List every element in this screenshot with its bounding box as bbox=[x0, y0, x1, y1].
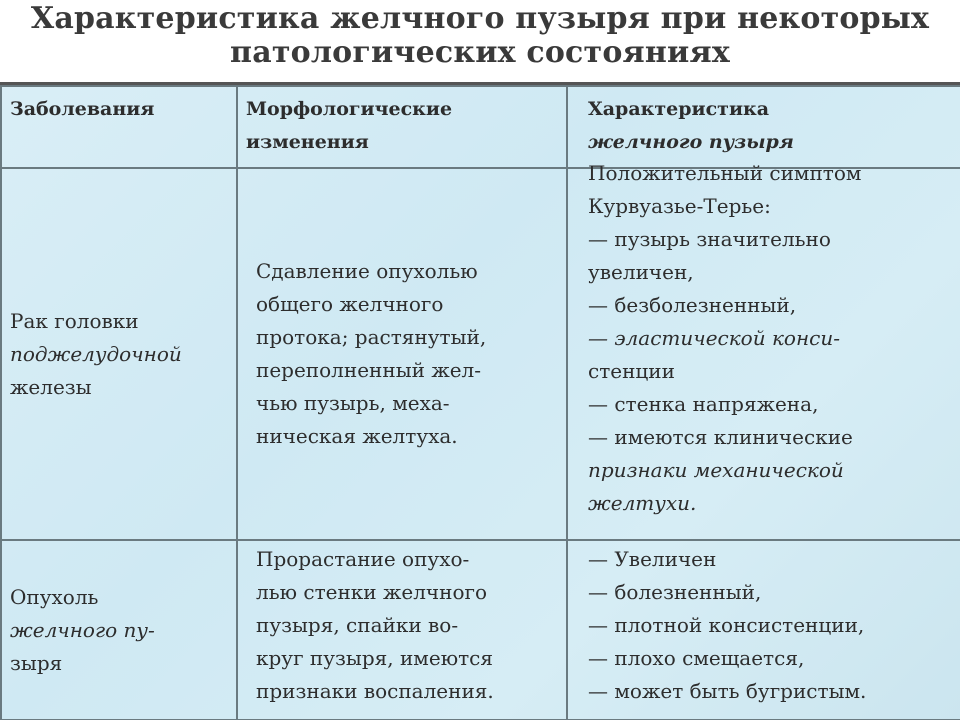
cell-line: поджелудочной bbox=[10, 341, 182, 366]
cell-line: зыря bbox=[10, 650, 63, 675]
cell-characteristic bbox=[567, 540, 960, 720]
cell-line: — плотной консистенции, bbox=[588, 613, 865, 637]
header-morphology-line-2: изменения bbox=[246, 131, 369, 153]
cell-line: стенции bbox=[588, 359, 675, 383]
header-disease bbox=[1, 86, 237, 168]
header-characteristic-line-1: Характеристика bbox=[588, 98, 770, 120]
cell-disease bbox=[1, 168, 237, 540]
cell-line: — может быть бугристым. bbox=[588, 679, 867, 703]
title-line-1: Характеристика желчного пузыря при некоторых bbox=[30, 1, 930, 36]
cell-characteristic bbox=[567, 161, 960, 540]
cell-line: чью пузырь, меха- bbox=[256, 391, 450, 415]
cell-line: увеличен, bbox=[588, 260, 694, 284]
header-characteristic bbox=[567, 86, 960, 168]
cell-disease bbox=[1, 540, 237, 720]
header-disease-label: Заболевания bbox=[10, 98, 155, 120]
header-morphology-line-1: Морфологические bbox=[246, 98, 453, 120]
cell-line: круг пузыря, имеются bbox=[256, 646, 493, 670]
page-title bbox=[0, 2, 960, 70]
comparison-table bbox=[0, 82, 960, 720]
cell-line: Положительный симптом bbox=[588, 161, 862, 185]
cell-line: желчного пу- bbox=[10, 617, 155, 642]
cell-line: лью стенки желчного bbox=[256, 580, 488, 604]
cell-line: Прорастание опухо- bbox=[256, 547, 470, 571]
cell-line: — пузырь значительно bbox=[588, 227, 831, 251]
cell-line: — Увеличен bbox=[588, 547, 717, 571]
cell-line: желтухи. bbox=[588, 491, 697, 515]
cell-line: — болезненный, bbox=[588, 580, 762, 604]
cell-line: — плохо смещается, bbox=[588, 646, 805, 670]
cell-line: протока; растянутый, bbox=[256, 325, 487, 349]
cell-line: — эластической конси- bbox=[588, 326, 840, 350]
cell-line: — имеются клинические bbox=[588, 425, 853, 449]
header-morphology bbox=[237, 86, 567, 168]
cell-morphology bbox=[237, 168, 567, 540]
cell-line: общего желчного bbox=[256, 292, 444, 316]
header-characteristic-line-2: желчного пузыря bbox=[588, 131, 794, 153]
table-row bbox=[1, 540, 960, 720]
cell-line: признаки механической bbox=[588, 458, 844, 482]
cell-line: Сдавление опухолью bbox=[256, 259, 478, 283]
cell-line: признаки воспаления. bbox=[256, 679, 494, 703]
cell-line: Курвуазье-Терье: bbox=[588, 194, 771, 218]
table-header-row bbox=[1, 86, 960, 168]
cell-morphology bbox=[237, 540, 567, 720]
cell-line: Опухоль bbox=[10, 584, 99, 609]
cell-line: железы bbox=[10, 374, 92, 399]
cell-line: переполненный жел- bbox=[256, 358, 482, 382]
title-line-2: патологических состояниях bbox=[230, 35, 730, 70]
cell-line: — безболезненный, bbox=[588, 293, 797, 317]
cell-line: Рак головки bbox=[10, 308, 139, 333]
table-row bbox=[1, 168, 960, 540]
cell-line: — стенка напряжена, bbox=[588, 392, 819, 416]
cell-line: пузыря, спайки во- bbox=[256, 613, 459, 637]
cell-line: ническая желтуха. bbox=[256, 424, 458, 448]
